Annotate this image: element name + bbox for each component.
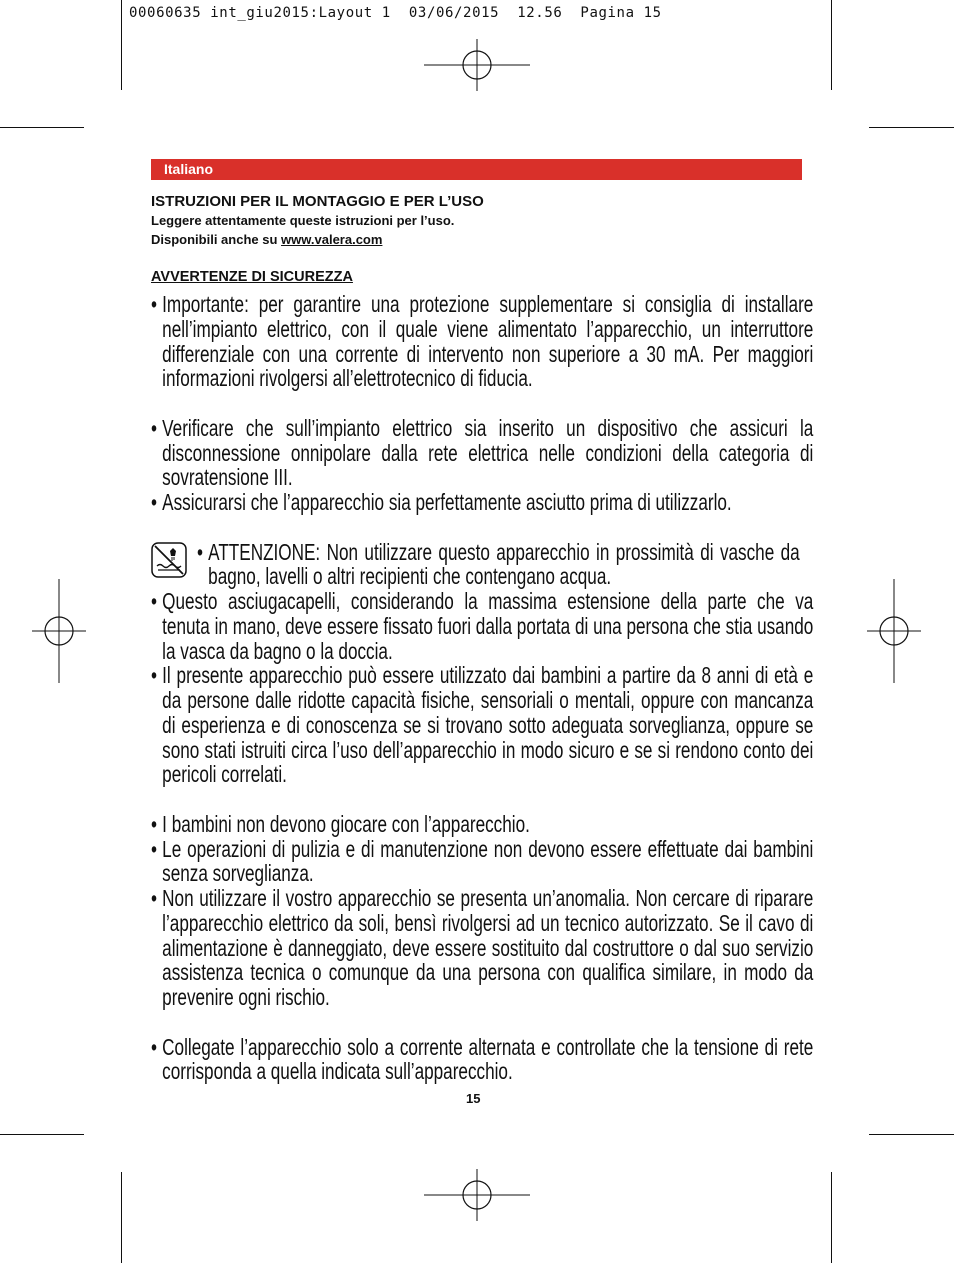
bullet: • — [151, 835, 158, 862]
bullet: • — [151, 588, 158, 614]
list-item — [151, 589, 813, 663]
list-item-text: Le operazioni di pulizia e di manutenzione non devono essere effettuate dai bambini senza sorveglianza. — [162, 835, 814, 887]
bullet: • — [151, 810, 158, 837]
instructions-subtitle: Leggere attentamente queste istruzioni per l’uso. — [151, 213, 455, 228]
language-label: Italiano — [164, 161, 214, 177]
registration-mark-right — [867, 579, 921, 683]
list-item-text: Collegate l’apparecchio solo a corrente alternata e controllate che la tensione di rete corrisponda a quella indicata sull’apparecchio. — [162, 1033, 814, 1085]
bullet: • — [151, 885, 158, 911]
list-item — [151, 837, 813, 887]
website-link[interactable]: www.valera.com — [281, 232, 383, 247]
section-title: AVVERTENZE DI SICUREZZA — [151, 269, 353, 285]
list-item-text: Il presente apparecchio può essere utilizzato dai bambini a partire da 8 anni di età e da persone dalle ridotte capacità fisiche, sensoriali o mentali, oppure con mancanza di esperienza e di conoscenza se si trovano sotto adeguata sorveglianza, oppure se sono stati istruiti circa l’uso dell’apparecchio in modo sicuro e se si rendono conto dei pericoli correlati. — [162, 662, 814, 788]
bullet: • — [151, 489, 158, 515]
list-item-text: I bambini non devono giocare con l’apparecchio. — [162, 810, 530, 837]
list-item — [151, 1035, 813, 1085]
list-item — [151, 663, 813, 812]
bullet: • — [197, 538, 204, 565]
list-item-text: Verificare che sull’impianto elettrico sia inserito un dispositivo che assicuri la disconnessione onnipolare dalla rete elettrica nelle condizioni della categoria di sovratensione III. — [162, 414, 814, 491]
crop-mark — [869, 1134, 954, 1135]
language-tab — [151, 159, 802, 180]
instructions-title: ISTRUZIONI PER IL MONTAGGIO E PER L’USO — [151, 193, 484, 210]
list-item — [151, 292, 813, 416]
bullet: • — [151, 662, 158, 689]
no-water-icon — [151, 542, 187, 578]
crop-mark — [121, 1172, 122, 1263]
print-slug: 00060635 int_giu2015:Layout 1 03/06/2015 12.56 Pagina 15 — [129, 5, 662, 21]
page-number: 15 — [466, 1091, 481, 1106]
bullet: • — [151, 414, 158, 441]
registration-mark-top — [424, 39, 530, 91]
crop-mark — [869, 127, 954, 128]
registration-mark-left — [32, 579, 86, 683]
safety-warnings-list — [151, 291, 814, 1085]
list-item — [151, 490, 813, 540]
instructions-header — [151, 193, 802, 249]
list-item-text: Non utilizzare il vostro apparecchio se presenta un’anomalia. Non cercare di riparare l’apparecchio elettrico da soli, bensì rivolgersi ad un tecnico autorizzato. Se il cavo di alimentazione è danneggiato, deve essere sostituito dal costruttore o dal suo servizio assistenza tecnica o comunque da una persona con qualifica similare, in modo da prevenire ogni rischio. — [162, 885, 814, 1010]
warning-text: ATTENZIONE: Non utilizzare questo apparecchio in prossimità di vasche da bagno, lavelli o altri recipienti che contengano acqua. — [208, 538, 800, 590]
availability-prefix: Disponibili anche su — [151, 232, 282, 247]
list-item-text: Importante: per garantire una protezione supplementare si consiglia di installare nell’impianto elettrico, con il quale viene alimentato l’apparecchio, un interruttore differenziale con una corrente di intervento non superiore a 30 mA. Per maggiori informazioni rivolgersi all’elettrotecnico di fiducia. — [162, 291, 814, 392]
list-item — [151, 416, 813, 490]
registration-mark-bottom — [424, 1169, 530, 1221]
crop-mark — [0, 1134, 84, 1135]
availability-line — [151, 230, 802, 249]
crop-mark — [831, 1172, 832, 1263]
list-item — [151, 812, 813, 837]
list-item — [151, 886, 813, 1035]
warning-row — [151, 540, 802, 590]
warning-text-block — [197, 540, 800, 590]
crop-mark — [0, 127, 84, 128]
crop-mark — [831, 0, 832, 90]
bullet: • — [151, 1033, 158, 1060]
crop-mark — [121, 0, 122, 90]
list-item-text: Assicurarsi che l’apparecchio sia perfettamente asciutto prima di utilizzarlo. — [162, 489, 732, 515]
bullet: • — [151, 291, 158, 317]
list-item-text: Questo asciugacapelli, considerando la massima estensione della parte che va tenuta in mano, deve essere fissato fuori dalla portata di una persona che stia usando la vasca da bagno o la doccia. — [162, 588, 814, 664]
